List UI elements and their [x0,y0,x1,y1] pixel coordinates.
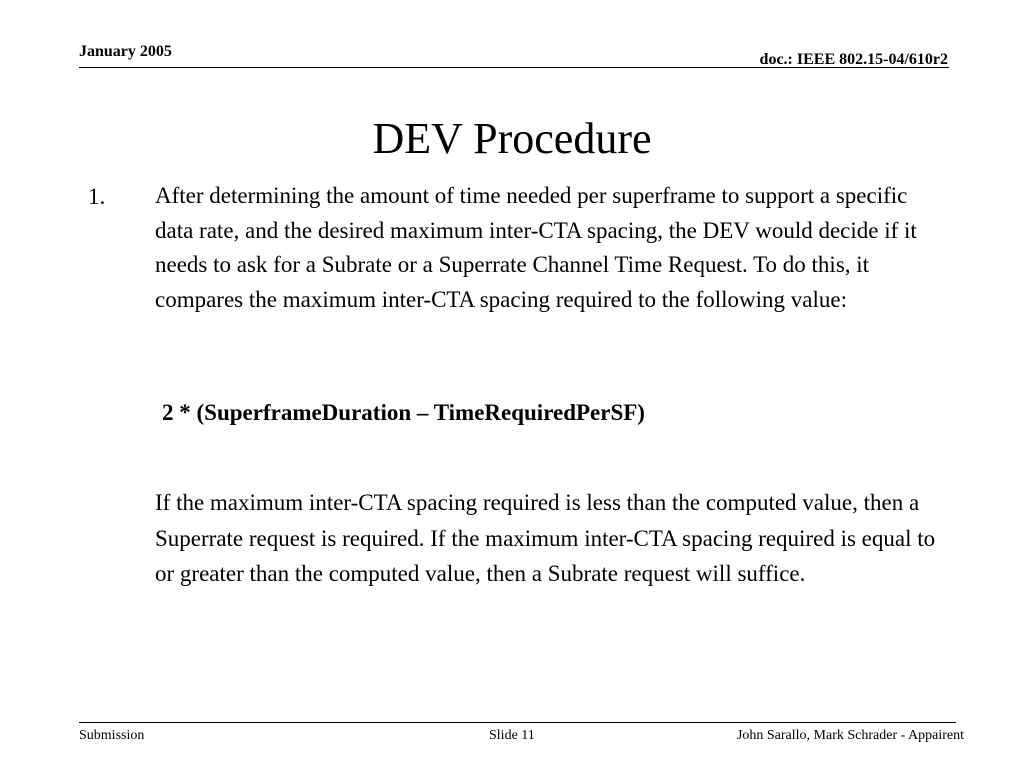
footer-divider [79,722,956,723]
footer-submission: Submission [79,728,145,743]
body-paragraph-1: After determining the amount of time needed per superframe to support a specific data rate, and the desired maximum inter-CTA spacing, the DEV would decide if it needs to ask for a Subrate or a Superrate Channel Time Request. To do this, it compares the maximum inter-CTA spacing required to the following value: [155,183,917,312]
footer-authors: John Sarallo, Mark Schrader - Appairent [736,728,964,743]
footer-slide-number: Slide 11 [489,728,535,743]
header-date: January 2005 [79,43,172,60]
body-paragraph-2: If the maximum inter-CTA spacing required is less than the computed value, then a Superrate request is required. If the maximum inter-CTA spacing required is equal to or greater than the computed value, then a Subrate request will suffice. [155,490,936,586]
header-divider [79,67,949,68]
header-doc-id: doc.: IEEE 802.15-04/610r2 [759,51,948,68]
list-item-number: 1. [88,184,106,209]
slide-title: DEV Procedure [372,114,652,163]
formula: 2 * (SuperframeDuration – TimeRequiredPerSF) [162,400,645,425]
